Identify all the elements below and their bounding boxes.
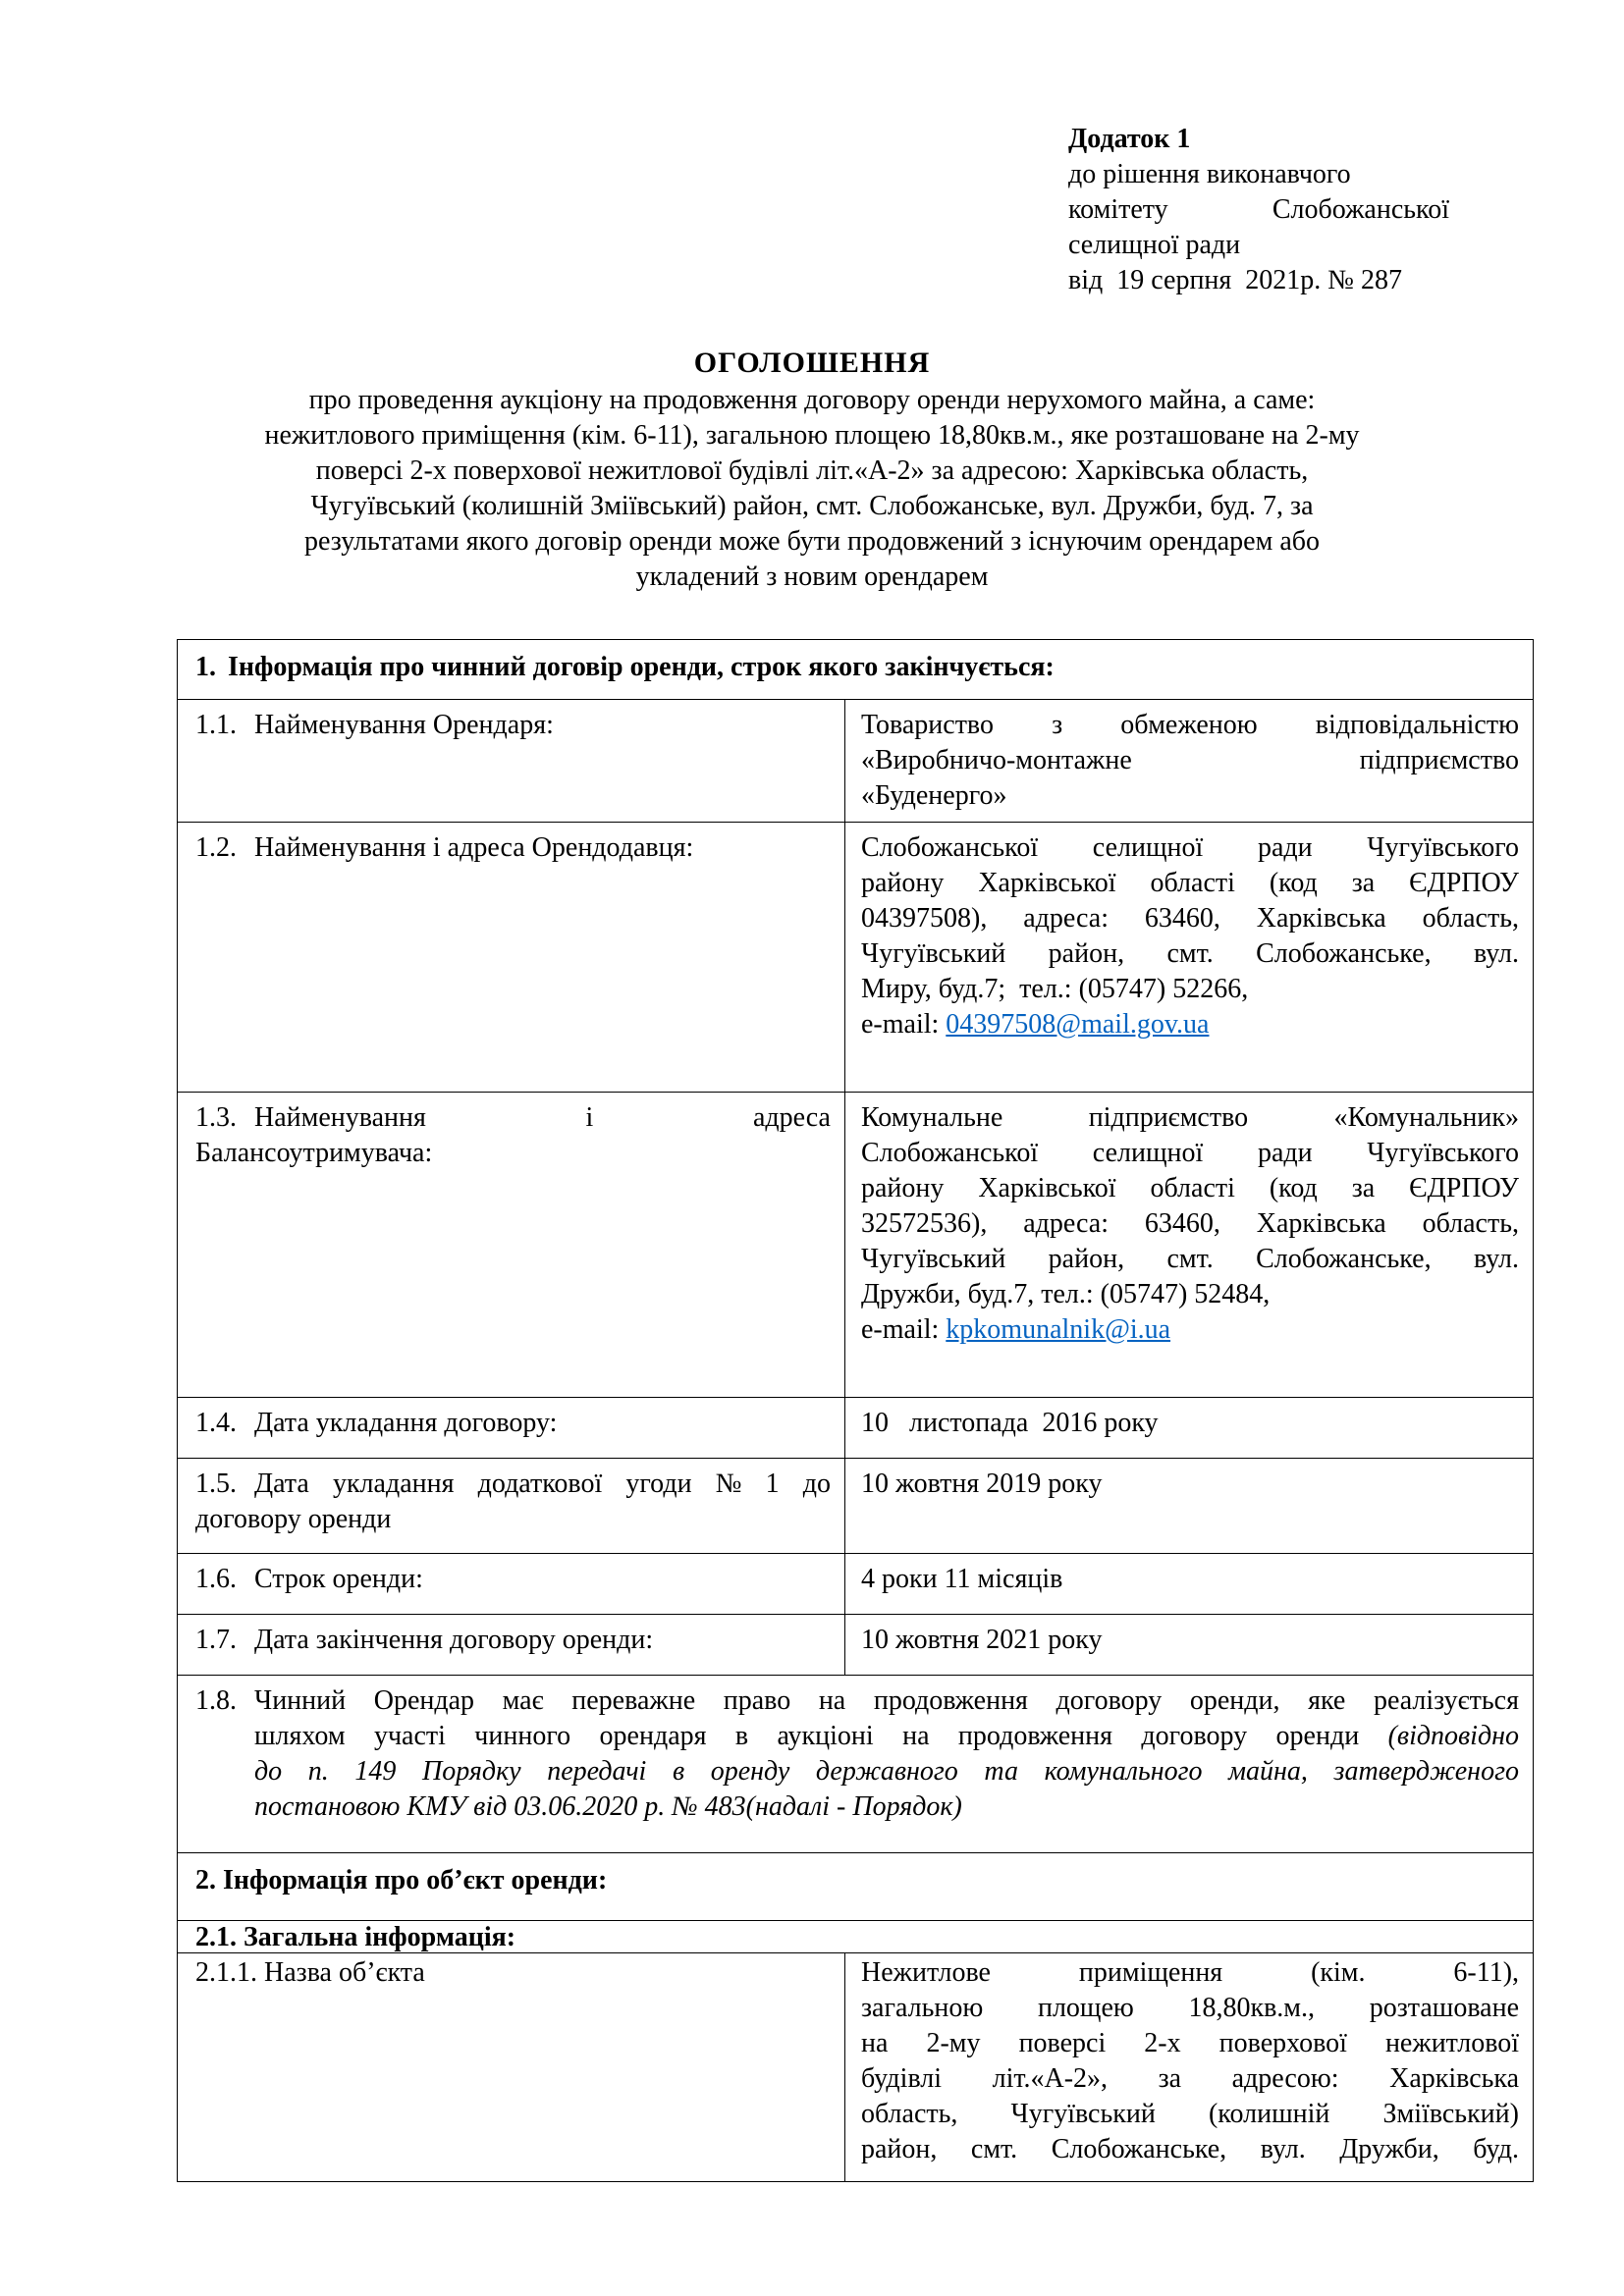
table-row [178, 1398, 1534, 1459]
table-row [178, 700, 1534, 823]
row-label-cell [178, 1554, 845, 1615]
row-value-cell [845, 823, 1534, 1093]
row-number: 1.8. [195, 1685, 237, 1716]
value-line: району Харківської області (код за ЄДРПОУ [861, 868, 1519, 898]
text-line: 1.8. Чинний Орендар має переважне право на продовження договору оренди, яке реалізується [195, 1683, 1519, 1719]
row-label: Найменування Орендаря: [254, 710, 554, 740]
text-line: постановою КМУ від 03.06.2020 р. № 483(надалі - Порядок) [254, 1791, 962, 1822]
value-line: область, Чугуївський (колишній Зміївський) [861, 2099, 1519, 2129]
value-line: району Харківської області (код за ЄДРПОУ [861, 1173, 1519, 1203]
lease-info-table [177, 639, 1534, 2182]
value-line: «Буденерго» [861, 780, 1007, 811]
row-number: 1.3. [195, 1102, 237, 1133]
section-header-row [178, 640, 1534, 700]
row-value: 4 роки 11 місяців [861, 1564, 1063, 1594]
row-number: 1.7. [195, 1625, 237, 1655]
email-link[interactable]: 04397508@mail.gov.ua [946, 1009, 1210, 1040]
annex-title: Додаток 1 [1068, 124, 1191, 154]
value-line: Товариство з обмеженою відповідальністю [861, 710, 1519, 740]
announcement-subtitle-line: поверсі 2-х поверхової нежитлової будівлі літ.«А-2» за адресою: Харківська область, [315, 455, 1309, 486]
value-line: загальною площею 18,80кв.м., розташоване [861, 1993, 1520, 2023]
section1-header [178, 640, 1534, 700]
value-line: «Виробничо-монтажне підприємство [861, 745, 1520, 775]
section-title: 2. Інформація про об’єкт оренди: [195, 1865, 608, 1896]
annex-date-line: від 19 серпня 2021р. № 287 [1068, 265, 1403, 295]
row-number: 1.6. [195, 1564, 237, 1594]
row-label: Дата укладання договору: [254, 1408, 558, 1438]
value-line: Слобожанської селищної ради Чугуївського [861, 1138, 1519, 1168]
row-value-cell [845, 1459, 1534, 1554]
row-value: 10 жовтня 2019 року [861, 1468, 1103, 1499]
annex-line: до рішення виконавчого [1068, 159, 1351, 189]
announcement-subtitle-line: про проведення аукціону на продовження договору оренди нерухомого майна, а саме: [308, 385, 1316, 415]
row-label-cell [178, 823, 845, 1093]
label-line: 1.3. Найменування і адреса [195, 1100, 831, 1136]
subsection-header [178, 1921, 1534, 1953]
text-line: до п. 149 Порядку передачі в оренду державного та комунального майна, затвердженого [254, 1756, 1519, 1787]
value-line: Нежитлове приміщення (кім. 6-11), [861, 1957, 1520, 1988]
label-line: договору оренди [195, 1504, 392, 1534]
row-label-cell [178, 700, 845, 823]
section-header-row [178, 1853, 1534, 1921]
row-label: 2.1.1. Назва об’єкта [195, 1957, 425, 1988]
announcement-subtitle-line: укладений з новим орендарем [635, 561, 989, 592]
subsection-header-row [178, 1921, 1534, 1953]
value-line: 32572536), адреса: 63460, Харківська область, [861, 1208, 1519, 1239]
preemptive-right-cell [178, 1676, 1534, 1853]
value-line: будівлі літ.«А-2», за адресою: Харківська [861, 2063, 1520, 2094]
section-number: 1. [195, 652, 216, 682]
row-value: 10 листопада 2016 року [861, 1408, 1159, 1438]
value-line: Миру, буд.7; тел.: (05747) 52266, [861, 974, 1249, 1004]
row-value-cell [845, 1953, 1534, 2182]
row-value-cell [845, 1093, 1534, 1398]
announcement-subtitle-line: результатами якого договір оренди може бути продовжений з існуючим орендарем або [303, 526, 1321, 557]
row-label: Дата закінчення договору оренди: [254, 1625, 654, 1655]
row-value: 10 жовтня 2021 року [861, 1625, 1103, 1655]
table-row [178, 1093, 1534, 1398]
section-title: Інформація про чинний договір оренди, строк якого закінчується: [228, 652, 1055, 682]
row-value-cell [845, 1554, 1534, 1615]
value-line: на 2-му поверсі 2-х поверхової нежитлової [861, 2028, 1519, 2058]
announcement-subtitle-line: нежитлового приміщення (кім. 6-11), загальною площею 18,80кв.м., яке розташоване на 2-му [264, 420, 1360, 451]
row-label-cell [178, 1459, 845, 1554]
value-line: район, смт. Слобожанське, вул. Дружби, буд. [861, 2134, 1519, 2164]
row-number: 1.1. [195, 710, 237, 740]
row-number: 1.4. [195, 1408, 237, 1438]
label-line: 1.5. Дата укладання додаткової угоди № 1 до [195, 1467, 831, 1502]
annex-block [1068, 122, 1481, 298]
annex-line: селищної ради [1068, 230, 1241, 260]
annex-word: комітету [1068, 194, 1168, 225]
table-row [178, 1554, 1534, 1615]
row-value-cell [845, 1615, 1534, 1676]
section2-header [178, 1853, 1534, 1921]
value-line: Слобожанської селищної ради Чугуївського [861, 832, 1519, 863]
row-label-cell [178, 1398, 845, 1459]
email-link[interactable]: kpkomunalnik@i.ua [946, 1314, 1171, 1345]
table-row [178, 1953, 1534, 2182]
row-label-cell [178, 1615, 845, 1676]
row-value-cell [845, 700, 1534, 823]
table-row [178, 823, 1534, 1093]
value-line: e-mail: kpkomunalnik@i.ua [861, 1314, 1171, 1345]
value-line: Дружби, буд.7, тел.: (05747) 52484, [861, 1279, 1271, 1309]
row-label-cell [178, 1953, 845, 2182]
announcement-heading [177, 344, 1447, 595]
row-number: 1.5. [195, 1468, 237, 1499]
table-row [178, 1676, 1534, 1853]
announcement-title: ОГОЛОШЕННЯ [693, 347, 931, 379]
row-value-cell [845, 1398, 1534, 1459]
value-line: Чугуївський район, смт. Слобожанське, вул. [861, 1244, 1519, 1274]
value-line: Комунальне підприємство «Комунальник» [861, 1102, 1519, 1133]
text-line: шляхом участі чинного орендаря в аукціоні на продовження договору оренди (відповідно [254, 1721, 1520, 1751]
row-label: Найменування і адреса Орендодавця: [254, 832, 694, 863]
annex-word: Слобожанської [1272, 194, 1449, 225]
annex-line [1068, 192, 1449, 228]
label-line: Балансоутримувача: [195, 1138, 433, 1168]
announcement-subtitle-line: Чугуївський (колишній Зміївський) район, смт. Слобожанське, вул. Дружби, буд. 7, за [310, 491, 1314, 521]
value-line: Чугуївський район, смт. Слобожанське, вул. [861, 938, 1519, 969]
subsection-title: 2.1. Загальна інформація: [195, 1922, 516, 1952]
row-label: Строк оренди: [254, 1564, 423, 1594]
row-number: 1.2. [195, 832, 237, 863]
row-label-cell [178, 1093, 845, 1398]
table-row [178, 1615, 1534, 1676]
value-line: e-mail: 04397508@mail.gov.ua [861, 1009, 1210, 1040]
value-line: 04397508), адреса: 63460, Харківська область, [861, 903, 1519, 934]
table-row [178, 1459, 1534, 1554]
